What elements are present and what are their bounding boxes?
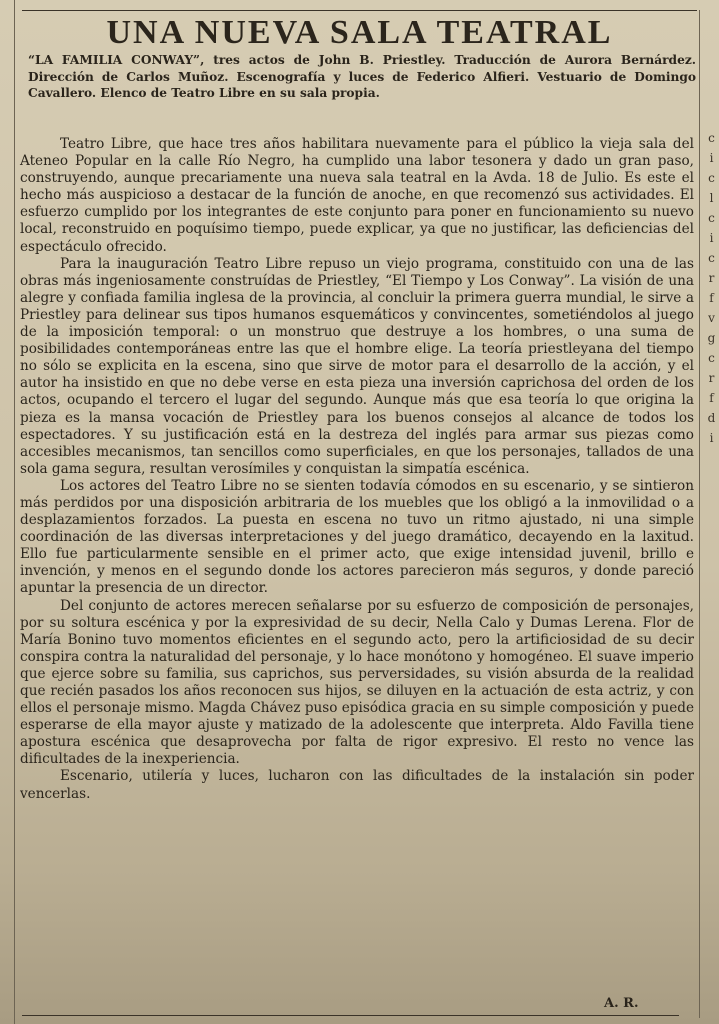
right-column-rule — [699, 10, 700, 1018]
margin-letter: c — [708, 171, 715, 185]
margin-letter: d — [707, 411, 716, 425]
article-paragraph-1: Teatro Libre, que hace tres años habilitara nuevamente para el público la vieja sala del Ateneo Popular en la calle Río Negro, ha cumplido una labor tesonera y dado un gran paso, construyendo, aunque precariamente una nueva sala teatral en la Avda. 18 de Julio. Es este el hecho más auspicioso a destacar de la función de anoche, en que recomenzó sus actividades. El esfuerzo cumplido por los integrantes de este conjunto para poner en funcionamiento su nuevo local, reconstruido en poquísimo tiempo, puede explicar, ya que no justificar, las deficiencias del espectáculo ofrecido. — [20, 136, 694, 255]
margin-letter: c — [708, 351, 715, 365]
margin-letter: i — [709, 431, 714, 445]
adjacent-column-fragment — [704, 128, 719, 448]
margin-letter: l — [709, 191, 714, 205]
margin-letter: i — [709, 151, 714, 165]
margin-letter: v — [708, 311, 715, 325]
article-paragraph-2: Para la inauguración Teatro Libre repuso un viejo programa, constituido con una de las obras más ingeniosamente construídas de Priestley, “El Tiempo y Los Conway”. La visión de una alegre y confiada familia inglesa de la provincia, al concluir la primera guerra mundial, le sirve a Priestley para delinear sus tipos humanos esquemáticos y convincentes, sometiéndolos al juego de la imposición temporal: o un monstruo que destruye a los hombres, o una suma de posibilidades contemporáneas entre las que el hombre elige. La teoría priestleyana del tiempo no sólo se explicita en la escena, sino que sirve de motor para el desarrollo de la acción, y el autor ha insistido en que no debe verse en esta pieza una inversión caprichosa del orden de los actos, ocupando el tercero el lugar del segundo. Aunque más que esa teoría lo que origina la pieza es la mansa vocación de Priestley para los buenos consejos al alcance de todos los espectadores. Y su justificación está en la destreza del inglés para armar sus piezas como accesibles mecanismos, tan sencillos como superficiales, en que los personajes, tallados de una sola gama segura, resultan verosímiles y conquistan la simpatía escénica. — [20, 255, 694, 477]
margin-letter: r — [708, 371, 715, 385]
margin-letter: g — [707, 331, 716, 345]
margin-letter: f — [709, 391, 714, 405]
article-paragraph-5: Escenario, utilería y luces, lucharon con las dificultades de la instalación sin poder vencerlas. — [20, 768, 694, 802]
margin-letter: c — [708, 131, 715, 145]
margin-letter: r — [708, 271, 715, 285]
margin-letter: i — [709, 231, 714, 245]
left-column-rule — [14, 0, 15, 1024]
margin-letter: c — [708, 251, 715, 265]
article-paragraph-4: Del conjunto de actores merecen señalarse por su esfuerzo de composición de personajes, por su soltura escénica y por la expresividad de su decir, Nella Calo y Dumas Lerena. Flor de María Bonino tuvo momentos eficientes en el segundo acto, pero la artificiosidad de su decir conspira contra la naturalidad del personaje, y lo hace monótono y homogéneo. El suave imperio que ejerce sobre su familia, sus caprichos, sus perversidades, su visión absurda de la realidad que recién pasados los años reconocen sus hijos, se diluyen en la actuación de esta actriz, y con ellos el personaje mismo. Magda Chávez puso episódica gracia en su simple composición y puede esperarse de ella mayor ajuste y matizado de la adolescente que interpreta. Aldo Favilla tiene apostura escénica que desaprovecha por falta de rigor expresivo. El resto no vence las dificultades de la inexperiencia. — [20, 597, 694, 768]
margin-letter: f — [709, 291, 714, 305]
article-headline: UNA NUEVA SALA TEATRAL — [106, 14, 613, 51]
margin-letter: c — [708, 211, 715, 225]
article-body — [20, 136, 694, 803]
article-paragraph-3: Los actores del Teatro Libre no se sienten todavía cómodos en su escenario, y se sintieron más perdidos por una disposición arbitraria de los muebles que los obligó a la inmovilidad o a desplazamientos forzados. La puesta en escena no tuvo un ritmo ajustado, ni una simple coordinación de las diversas interpretaciones y del juego dramático, decayendo en la laxitud. Ello fue particularmente sensible en el primer acto, que exige intensidad juvenil, brillo e invención, y menos en el segundo donde los actores parecieron más seguros, y donde pareció apuntar la presencia de un director. — [20, 477, 694, 597]
production-credits: “LA FAMILIA CONWAY”, tres actos de John B. Priestley. Traducción de Aurora Bernárdez. Dirección de Carlos Muñoz. Escenografía y luces de Federico Alfieri. Vestuario de Domingo Cavallero. Elenco de Teatro Libre en su sala propia. — [28, 53, 696, 101]
top-rule — [22, 10, 697, 11]
bottom-rule — [22, 1015, 679, 1016]
author-signature: A. R. — [604, 996, 639, 1011]
